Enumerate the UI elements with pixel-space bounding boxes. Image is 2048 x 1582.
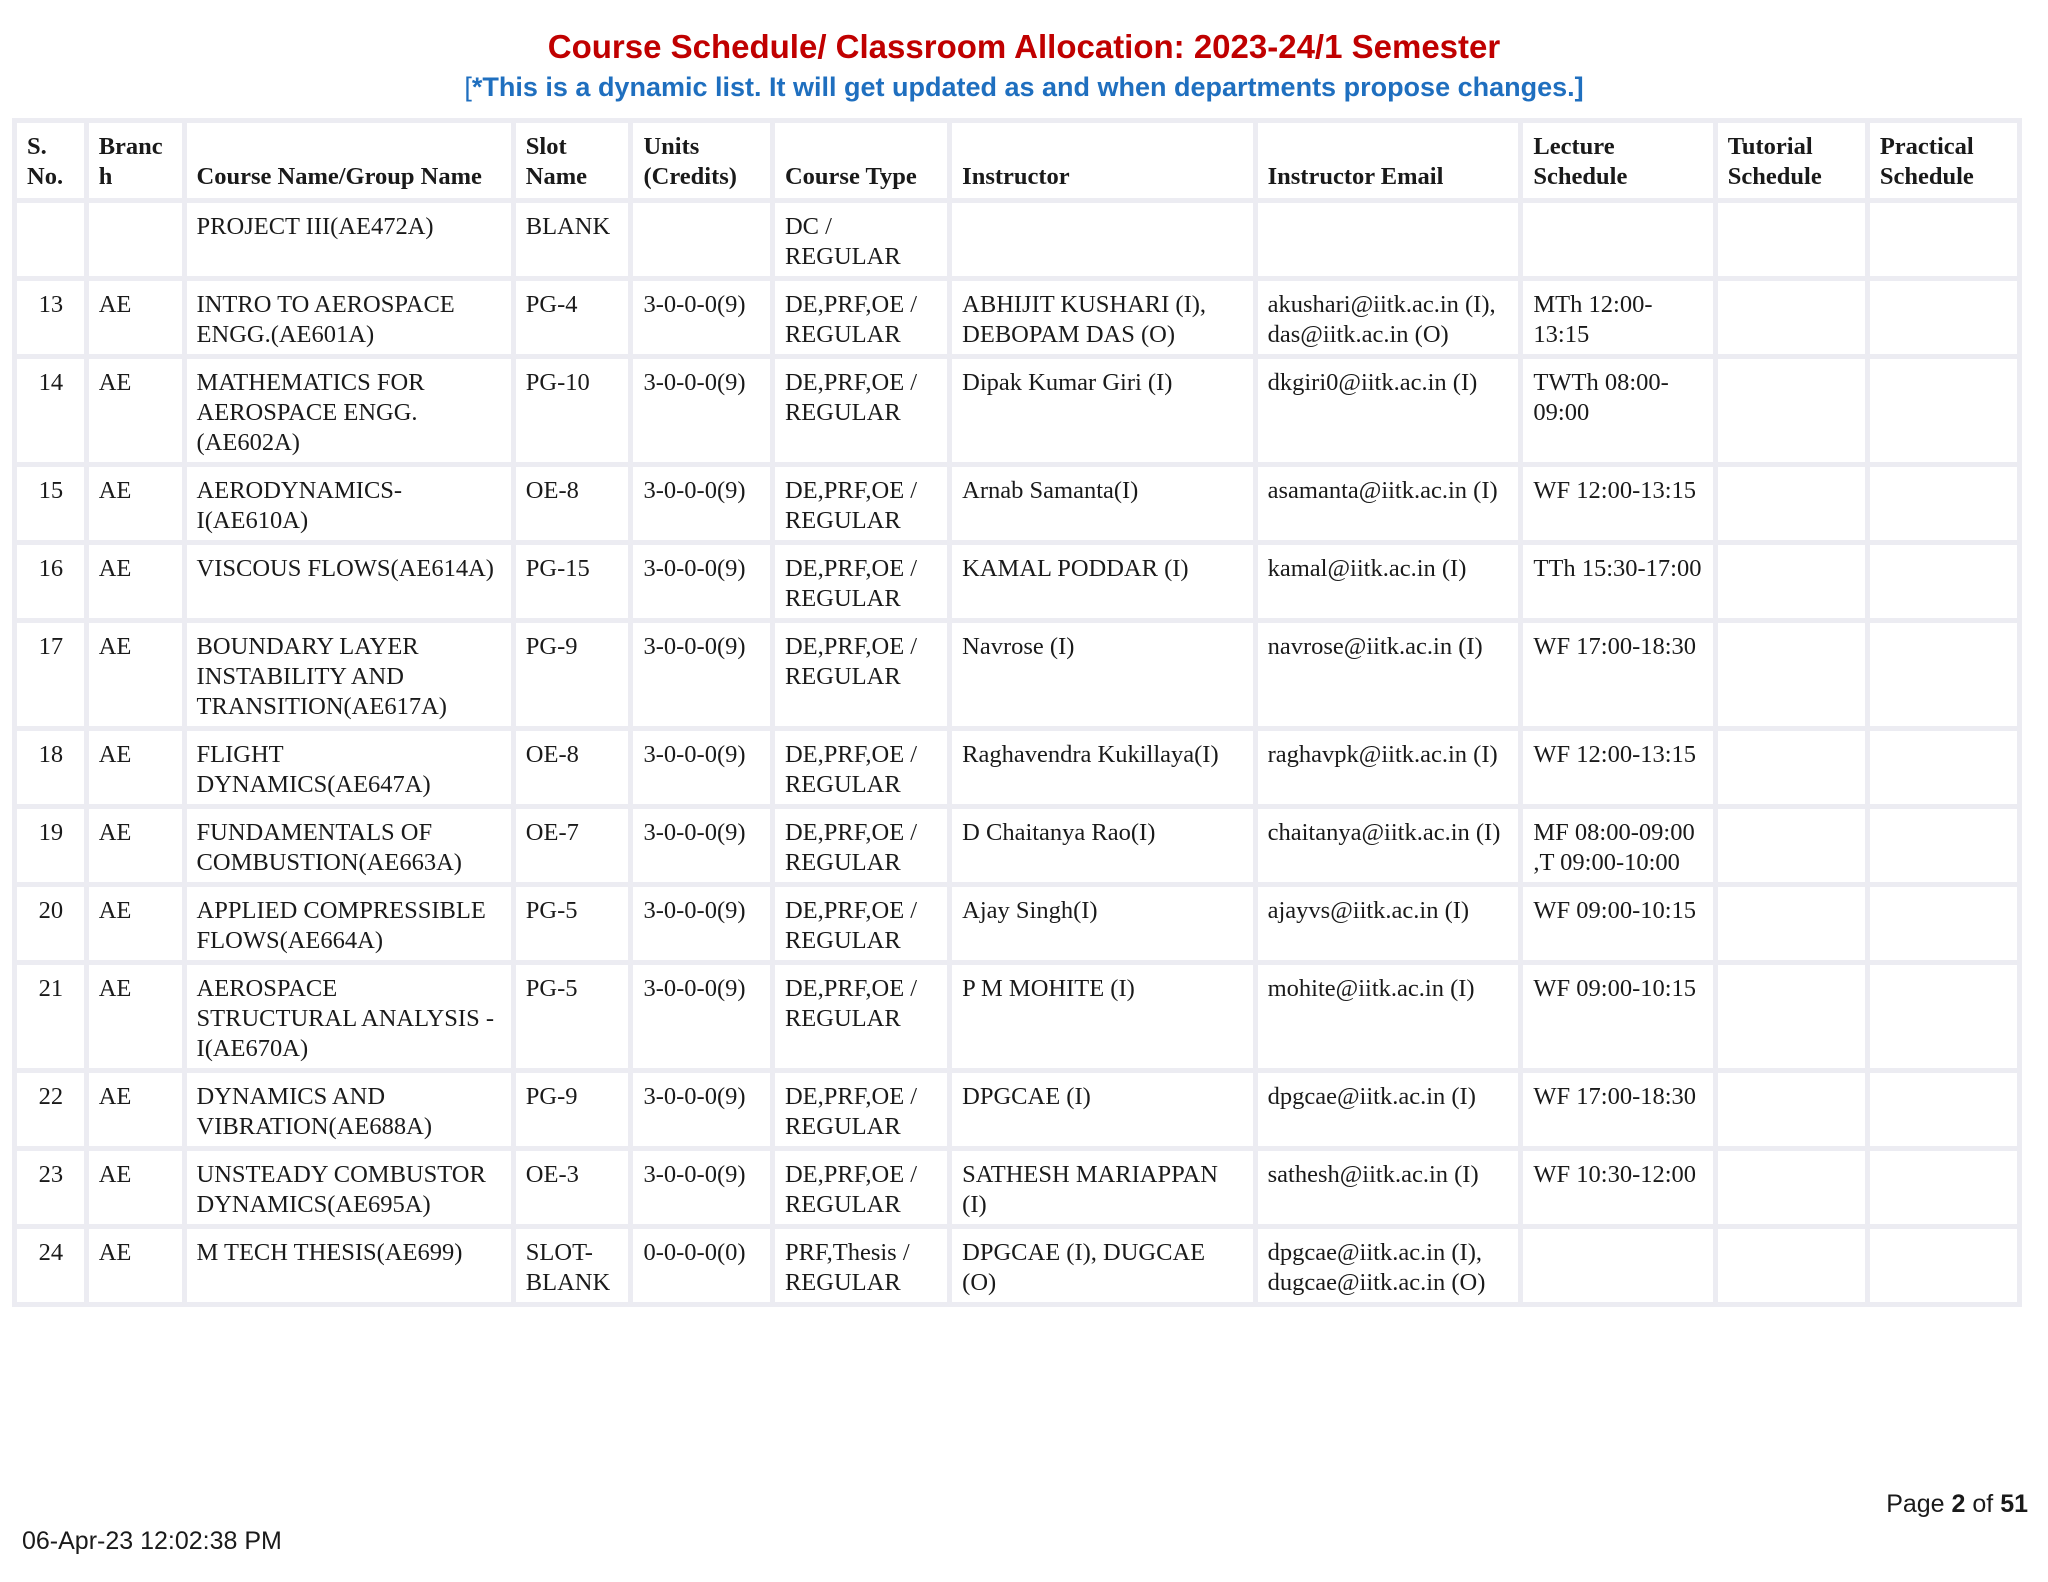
- col-header-instructor: Instructor: [952, 118, 1257, 203]
- cell-instructor: DPGCAE (I), DUGCAE (O): [952, 1229, 1257, 1307]
- cell-type: DE,PRF,OE / REGULAR: [775, 965, 952, 1073]
- cell-tutorial: [1718, 731, 1870, 809]
- cell-sno: [12, 203, 89, 281]
- cell-email[interactable]: dpgcae@iitk.ac.in (I), dugcae@iitk.ac.in (O): [1258, 1229, 1524, 1307]
- cell-practical: [1870, 281, 2022, 359]
- cell-instructor: DPGCAE (I): [952, 1073, 1257, 1151]
- cell-sno: 23: [12, 1151, 89, 1229]
- table-row: [12, 887, 2022, 965]
- cell-instructor: Raghavendra Kukillaya(I): [952, 731, 1257, 809]
- cell-course: INTRO TO AEROSPACE ENGG.(AE601A): [187, 281, 516, 359]
- cell-course: DYNAMICS AND VIBRATION(AE688A): [187, 1073, 516, 1151]
- cell-slot: PG-15: [516, 545, 634, 623]
- cell-tutorial: [1718, 887, 1870, 965]
- col-header-course: Course Name/Group Name: [187, 118, 516, 203]
- cell-branch: AE: [89, 623, 187, 731]
- cell-email[interactable]: asamanta@iitk.ac.in (I): [1258, 467, 1524, 545]
- cell-tutorial: [1718, 359, 1870, 467]
- col-header-branch: Branch: [89, 118, 187, 203]
- cell-instructor: P M MOHITE (I): [952, 965, 1257, 1073]
- cell-slot: OE-8: [516, 731, 634, 809]
- cell-units: 3-0-0-0(9): [633, 809, 774, 887]
- cell-slot: PG-10: [516, 359, 634, 467]
- cell-practical: [1870, 887, 2022, 965]
- table-row: [12, 1229, 2022, 1307]
- cell-email[interactable]: dkgiri0@iitk.ac.in (I): [1258, 359, 1524, 467]
- cell-units: 3-0-0-0(9): [633, 731, 774, 809]
- cell-lecture: [1523, 1229, 1717, 1307]
- cell-email[interactable]: navrose@iitk.ac.in (I): [1258, 623, 1524, 731]
- cell-instructor: Navrose (I): [952, 623, 1257, 731]
- cell-tutorial: [1718, 467, 1870, 545]
- cell-sno: 22: [12, 1073, 89, 1151]
- table-body: [12, 203, 2022, 1307]
- page-current: 2: [1951, 1490, 1966, 1518]
- cell-instructor: KAMAL PODDAR (I): [952, 545, 1257, 623]
- cell-course: APPLIED COMPRESSIBLE FLOWS(AE664A): [187, 887, 516, 965]
- cell-branch: AE: [89, 359, 187, 467]
- cell-lecture: TWTh 08:00-09:00: [1523, 359, 1717, 467]
- cell-instructor: Dipak Kumar Giri (I): [952, 359, 1257, 467]
- cell-practical: [1870, 965, 2022, 1073]
- col-header-sno: S. No.: [12, 118, 89, 203]
- cell-course: AERODYNAMICS-I(AE610A): [187, 467, 516, 545]
- cell-slot: SLOT-BLANK: [516, 1229, 634, 1307]
- table-row: [12, 545, 2022, 623]
- cell-sno: 17: [12, 623, 89, 731]
- cell-branch: AE: [89, 467, 187, 545]
- cell-email[interactable]: raghavpk@iitk.ac.in (I): [1258, 731, 1524, 809]
- cell-practical: [1870, 1151, 2022, 1229]
- header-row: [12, 118, 2022, 203]
- cell-sno: 21: [12, 965, 89, 1073]
- cell-branch: AE: [89, 887, 187, 965]
- cell-units: 0-0-0-0(0): [633, 1229, 774, 1307]
- table-row: [12, 965, 2022, 1073]
- cell-units: 3-0-0-0(9): [633, 281, 774, 359]
- cell-slot: PG-5: [516, 965, 634, 1073]
- cell-type: DE,PRF,OE / REGULAR: [775, 1151, 952, 1229]
- col-header-type: Course Type: [775, 118, 952, 203]
- page-total: 51: [2000, 1490, 2028, 1518]
- cell-sno: 20: [12, 887, 89, 965]
- cell-units: 3-0-0-0(9): [633, 887, 774, 965]
- cell-slot: PG-9: [516, 623, 634, 731]
- cell-slot: PG-9: [516, 1073, 634, 1151]
- cell-practical: [1870, 1229, 2022, 1307]
- cell-type: DC / REGULAR: [775, 203, 952, 281]
- document-title: Course Schedule/ Classroom Allocation: 2023-24/1 Semester: [547, 28, 1501, 65]
- cell-branch: AE: [89, 1073, 187, 1151]
- cell-course: BOUNDARY LAYER INSTABILITY AND TRANSITION(AE617A): [187, 623, 516, 731]
- cell-course: MATHEMATICS FOR AEROSPACE ENGG.(AE602A): [187, 359, 516, 467]
- cell-sno: 14: [12, 359, 89, 467]
- cell-units: 3-0-0-0(9): [633, 965, 774, 1073]
- cell-branch: AE: [89, 965, 187, 1073]
- cell-slot: BLANK: [516, 203, 634, 281]
- cell-type: DE,PRF,OE / REGULAR: [775, 809, 952, 887]
- cell-course: FLIGHT DYNAMICS(AE647A): [187, 731, 516, 809]
- col-header-slot: Slot Name: [516, 118, 634, 203]
- cell-type: DE,PRF,OE / REGULAR: [775, 623, 952, 731]
- cell-practical: [1870, 623, 2022, 731]
- print-timestamp: 06-Apr-23 12:02:38 PM: [22, 1527, 282, 1555]
- cell-lecture: WF 09:00-10:15: [1523, 965, 1717, 1073]
- cell-type: DE,PRF,OE / REGULAR: [775, 887, 952, 965]
- cell-tutorial: [1718, 809, 1870, 887]
- cell-tutorial: [1718, 1229, 1870, 1307]
- cell-sno: 15: [12, 467, 89, 545]
- table-row: [12, 731, 2022, 809]
- cell-lecture: TTh 15:30-17:00: [1523, 545, 1717, 623]
- cell-tutorial: [1718, 1073, 1870, 1151]
- cell-sno: 13: [12, 281, 89, 359]
- cell-lecture: MF 08:00-09:00 ,T 09:00-10:00: [1523, 809, 1717, 887]
- page-of: of: [1965, 1490, 2001, 1518]
- cell-lecture: WF 17:00-18:30: [1523, 623, 1717, 731]
- cell-slot: PG-5: [516, 887, 634, 965]
- cell-email[interactable]: sathesh@iitk.ac.in (I): [1258, 1151, 1524, 1229]
- table-row: [12, 467, 2022, 545]
- cell-slot: PG-4: [516, 281, 634, 359]
- cell-email[interactable]: [1258, 203, 1524, 281]
- cell-branch: AE: [89, 809, 187, 887]
- cell-tutorial: [1718, 281, 1870, 359]
- cell-course: M TECH THESIS(AE699): [187, 1229, 516, 1307]
- cell-instructor: Arnab Samanta(I): [952, 467, 1257, 545]
- cell-lecture: MTh 12:00-13:15: [1523, 281, 1717, 359]
- table-row: [12, 359, 2022, 467]
- cell-branch: [89, 203, 187, 281]
- cell-sno: 18: [12, 731, 89, 809]
- cell-lecture: WF 12:00-13:15: [1523, 731, 1717, 809]
- cell-course: VISCOUS FLOWS(AE614A): [187, 545, 516, 623]
- cell-units: 3-0-0-0(9): [633, 623, 774, 731]
- page-indicator: [1886, 1490, 2028, 1519]
- schedule-table: [12, 118, 2022, 1307]
- cell-type: PRF,Thesis / REGULAR: [775, 1229, 952, 1307]
- cell-lecture: WF 17:00-18:30: [1523, 1073, 1717, 1151]
- cell-tutorial: [1718, 623, 1870, 731]
- page-prefix: Page: [1886, 1490, 1952, 1518]
- cell-branch: AE: [89, 1229, 187, 1307]
- table-row: [12, 203, 2022, 281]
- cell-email[interactable]: dpgcae@iitk.ac.in (I): [1258, 1073, 1524, 1151]
- cell-branch: AE: [89, 545, 187, 623]
- cell-practical: [1870, 1073, 2022, 1151]
- cell-type: DE,PRF,OE / REGULAR: [775, 731, 952, 809]
- cell-lecture: WF 10:30-12:00: [1523, 1151, 1717, 1229]
- cell-lecture: [1523, 203, 1717, 281]
- cell-lecture: WF 12:00-13:15: [1523, 467, 1717, 545]
- cell-email[interactable]: ajayvs@iitk.ac.in (I): [1258, 887, 1524, 965]
- cell-tutorial: [1718, 1151, 1870, 1229]
- subtitle-text: *This is a dynamic list. It will get updated as and when departments propose changes.]: [471, 72, 1584, 102]
- cell-practical: [1870, 467, 2022, 545]
- cell-units: 3-0-0-0(9): [633, 1151, 774, 1229]
- cell-email[interactable]: chaitanya@iitk.ac.in (I): [1258, 809, 1524, 887]
- cell-units: 3-0-0-0(9): [633, 359, 774, 467]
- cell-units: [633, 203, 774, 281]
- cell-branch: AE: [89, 731, 187, 809]
- cell-units: 3-0-0-0(9): [633, 1073, 774, 1151]
- cell-units: 3-0-0-0(9): [633, 545, 774, 623]
- cell-practical: [1870, 203, 2022, 281]
- cell-practical: [1870, 545, 2022, 623]
- cell-slot: OE-7: [516, 809, 634, 887]
- cell-email[interactable]: kamal@iitk.ac.in (I): [1258, 545, 1524, 623]
- cell-course: AEROSPACE STRUCTURAL ANALYSIS - I(AE670A): [187, 965, 516, 1073]
- col-header-practical: Practical Schedule: [1870, 118, 2022, 203]
- cell-branch: AE: [89, 281, 187, 359]
- cell-lecture: WF 09:00-10:15: [1523, 887, 1717, 965]
- cell-type: DE,PRF,OE / REGULAR: [775, 281, 952, 359]
- cell-sno: 24: [12, 1229, 89, 1307]
- cell-email[interactable]: mohite@iitk.ac.in (I): [1258, 965, 1524, 1073]
- subtitle-bracket: [: [464, 72, 472, 102]
- cell-units: 3-0-0-0(9): [633, 467, 774, 545]
- col-header-email: Instructor Email: [1258, 118, 1524, 203]
- cell-course: PROJECT III(AE472A): [187, 203, 516, 281]
- cell-practical: [1870, 809, 2022, 887]
- cell-type: DE,PRF,OE / REGULAR: [775, 359, 952, 467]
- cell-instructor: Ajay Singh(I): [952, 887, 1257, 965]
- cell-tutorial: [1718, 965, 1870, 1073]
- cell-sno: 19: [12, 809, 89, 887]
- cell-instructor: D Chaitanya Rao(I): [952, 809, 1257, 887]
- cell-practical: [1870, 731, 2022, 809]
- table-row: [12, 809, 2022, 887]
- table-row: [12, 281, 2022, 359]
- cell-branch: AE: [89, 1151, 187, 1229]
- cell-course: FUNDAMENTALS OF COMBUSTION(AE663A): [187, 809, 516, 887]
- cell-type: DE,PRF,OE / REGULAR: [775, 1073, 952, 1151]
- cell-type: DE,PRF,OE / REGULAR: [775, 467, 952, 545]
- col-header-units: Units (Credits): [633, 118, 774, 203]
- table-row: [12, 623, 2022, 731]
- col-header-tutorial: Tutorial Schedule: [1718, 118, 1870, 203]
- document-subtitle: [0, 72, 2048, 103]
- table-row: [12, 1151, 2022, 1229]
- table-row: [12, 1073, 2022, 1151]
- cell-tutorial: [1718, 203, 1870, 281]
- cell-course: UNSTEADY COMBUSTOR DYNAMICS(AE695A): [187, 1151, 516, 1229]
- cell-sno: 16: [12, 545, 89, 623]
- cell-instructor: SATHESH MARIAPPAN (I): [952, 1151, 1257, 1229]
- cell-email[interactable]: akushari@iitk.ac.in (I), das@iitk.ac.in (O): [1258, 281, 1524, 359]
- cell-slot: OE-3: [516, 1151, 634, 1229]
- cell-slot: OE-8: [516, 467, 634, 545]
- cell-type: DE,PRF,OE / REGULAR: [775, 545, 952, 623]
- cell-tutorial: [1718, 545, 1870, 623]
- cell-instructor: [952, 203, 1257, 281]
- cell-instructor: ABHIJIT KUSHARI (I), DEBOPAM DAS (O): [952, 281, 1257, 359]
- col-header-lecture: Lecture Schedule: [1523, 118, 1717, 203]
- cell-practical: [1870, 359, 2022, 467]
